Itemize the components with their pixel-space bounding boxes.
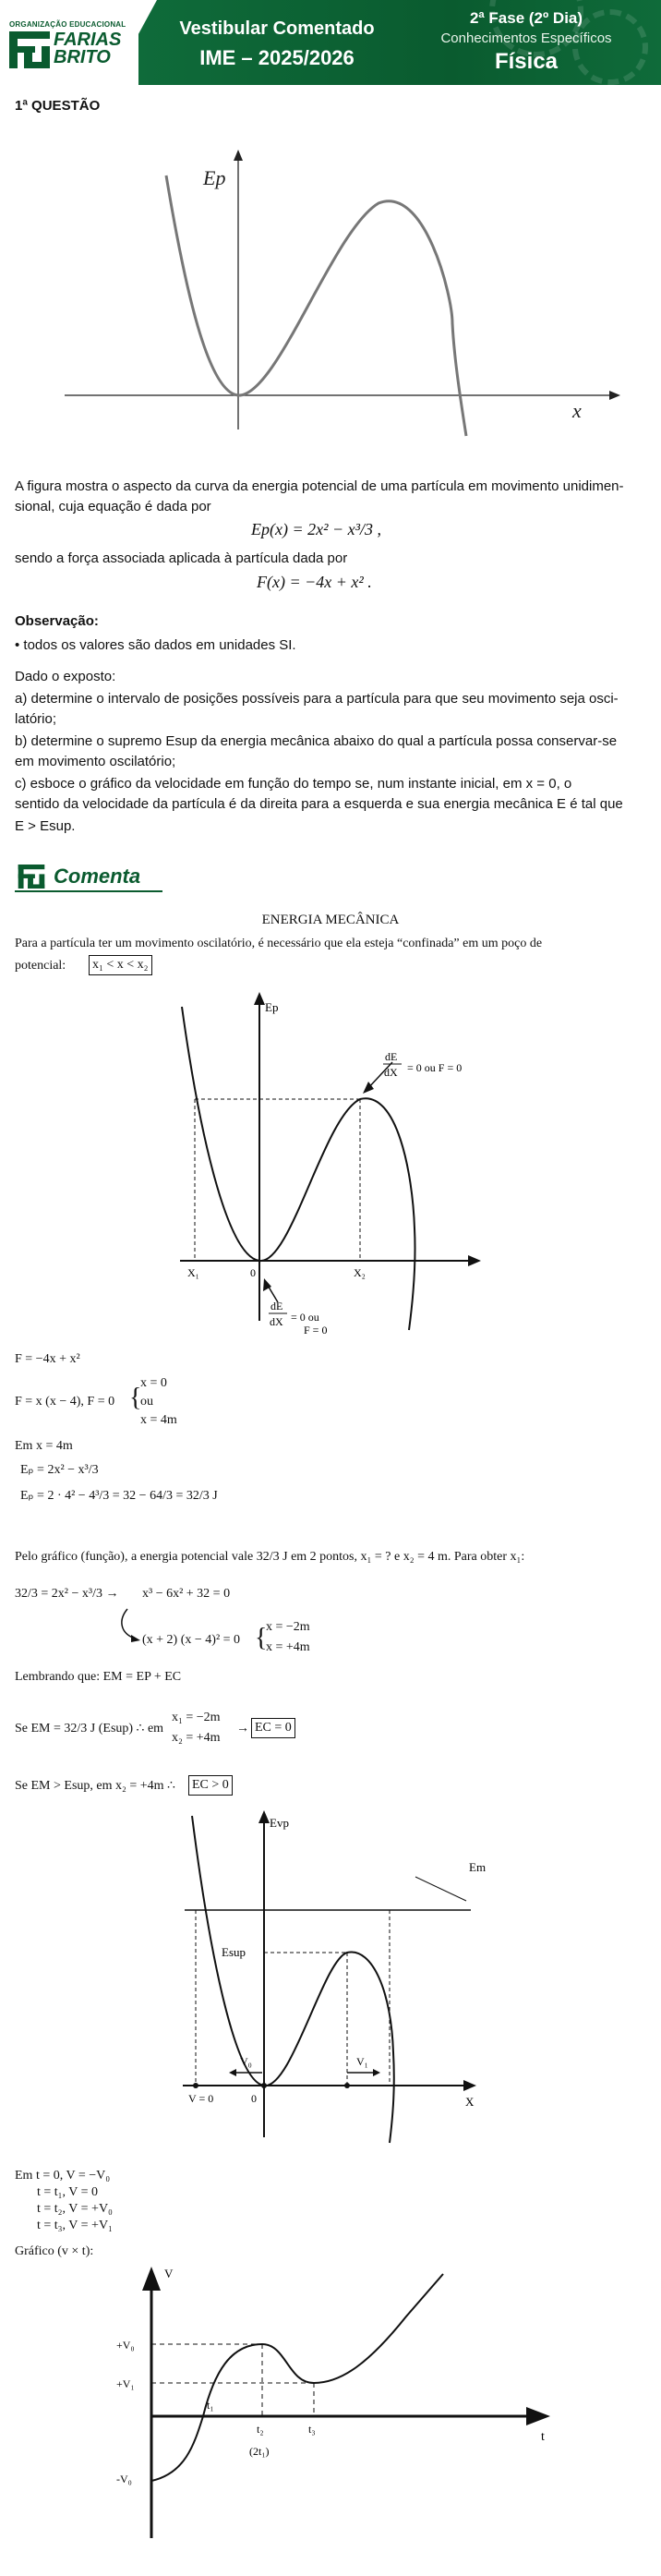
fig4-t3: t₃ bbox=[308, 2423, 316, 2436]
t-line-1: t = t₁, V = 0 bbox=[37, 2185, 99, 2199]
ec-positive-box: EC > 0 bbox=[188, 1775, 233, 1796]
comenta-banner bbox=[15, 861, 172, 892]
y-axis-arrow bbox=[234, 150, 243, 161]
fig4-t2-note: (2t₁) bbox=[249, 2445, 270, 2458]
fb-logo-icon bbox=[9, 31, 50, 68]
at-x4: Em x = 4m bbox=[15, 1439, 73, 1453]
velocity-time-figure bbox=[92, 2261, 572, 2566]
fig2-ylabel: Ep bbox=[265, 1000, 279, 1014]
se-x1: x₁ = −2m bbox=[172, 1711, 221, 1724]
header-phase: 2ª Fase (2º Dia) bbox=[469, 9, 583, 27]
intro-line-2: sional, cuja equação é dada por bbox=[15, 499, 211, 514]
interval-box: x₁ < x < x₂ bbox=[89, 955, 152, 975]
fig4-minus-v0: -V₀ bbox=[116, 2473, 132, 2485]
solution-p1-line2: potencial: bbox=[15, 959, 66, 973]
fig4-plus-v1: +V₁ bbox=[116, 2377, 135, 2390]
root-plus4: x = +4m bbox=[266, 1640, 310, 1654]
fig3-v0: V₀ bbox=[240, 2055, 252, 2068]
fig4-v: V bbox=[164, 2267, 174, 2280]
case-x0: x = 0 bbox=[140, 1376, 167, 1390]
logo-text: FARIAS BRITO bbox=[54, 30, 122, 67]
se-arrow: → bbox=[236, 1722, 249, 1735]
solution-potential-figure bbox=[171, 988, 494, 1339]
item-c-line-3: E > Esup. bbox=[15, 818, 76, 834]
item-a-line-1: a) determine o intervalo de posições possíveis para a partícula para que seu movimento seja osci- bbox=[15, 691, 619, 707]
fig3-v1: V₁ bbox=[356, 2055, 368, 2068]
solution-p1-line1: Para a partícula ter um movimento oscilatório, é necessário que ela esteja “confinada” em um poço de bbox=[15, 937, 543, 950]
fig3-x: X bbox=[465, 2095, 475, 2109]
force-text: sendo a força associada aplicada à partícula dada por bbox=[15, 550, 348, 566]
force-line: F = −4x + x² bbox=[15, 1352, 80, 1366]
fig1-ylabel: Ep bbox=[203, 166, 226, 189]
fig2-x1: X₁ bbox=[187, 1266, 199, 1279]
comenta-underline bbox=[15, 890, 162, 892]
item-c-line-1: c) esboce o gráfico da velocidade em função do tempo se, num instante inicial, em x = 0, o bbox=[15, 776, 572, 792]
logo-caption: ORGANIZAÇÃO EDUCACIONAL bbox=[9, 20, 126, 29]
fig4-t2: t₂ bbox=[257, 2423, 264, 2436]
header-conhecimentos: Conhecimentos Específicos bbox=[440, 30, 612, 46]
equation-a: 32/3 = 2x² − x³/3 → bbox=[15, 1587, 119, 1601]
svg-text:dX: dX bbox=[270, 1315, 283, 1328]
equation-ep: Ep(x) = 2x² − x³/3 , bbox=[251, 520, 382, 538]
question-title: 1ª QUESTÃO bbox=[15, 98, 101, 114]
case-x4: x = 4m bbox=[140, 1413, 177, 1427]
graph-vt-label: Gráfico (v × t): bbox=[15, 2244, 94, 2258]
ep-formula: Eₚ = 2x² − x³/3 bbox=[20, 1463, 99, 1477]
lembrando-line: Lembrando que: EM = EP + EC bbox=[15, 1670, 182, 1684]
case-brace: { bbox=[129, 1384, 142, 1412]
fig4-plus-v0: +V₀ bbox=[116, 2339, 135, 2352]
item-b-line-2: em movimento oscilatório; bbox=[15, 754, 176, 769]
force-factored: F = x (x − 4), F = 0 bbox=[15, 1395, 115, 1409]
fig4-t: t bbox=[541, 2430, 545, 2444]
svg-text:dE: dE bbox=[385, 1050, 398, 1063]
ep-value: Eₚ = 2 · 4² − 4³/3 = 32 − 64/3 = 32/3 J bbox=[20, 1489, 218, 1503]
potential-curve bbox=[166, 175, 466, 436]
dado-text: Dado o exposto: bbox=[15, 669, 116, 684]
fig2-top-note: = 0 ou F = 0 bbox=[407, 1061, 463, 1074]
t-line-3: t = t₃, V = +V₁ bbox=[37, 2219, 113, 2232]
equation-c: (x + 2) (x − 4)² = 0 bbox=[142, 1633, 241, 1647]
intro-line-1: A figura mostra o aspecto da curva da energia potencial de uma partícula em movimento unidimen- bbox=[15, 478, 624, 494]
t-line-2: t = t₂, V = +V₀ bbox=[37, 2202, 113, 2216]
ec-zero-box: EC = 0 bbox=[251, 1718, 295, 1738]
equation-force: F(x) = −4x + x² . bbox=[257, 573, 372, 591]
fig2-zero: 0 bbox=[250, 1266, 256, 1279]
svg-text:dX: dX bbox=[384, 1066, 398, 1079]
fig3-em: Em bbox=[469, 1860, 487, 1874]
fig1-xlabel: x bbox=[572, 399, 582, 422]
item-b-line-1: b) determine o supremo Esup da energia mecânica abaixo do qual a partícula possa conservar-se bbox=[15, 733, 618, 749]
fig3-v-eq-zero: V = 0 bbox=[188, 2092, 214, 2105]
fig4-t1: t₁ bbox=[207, 2399, 214, 2412]
fig3-ylabel: Evp bbox=[270, 1816, 289, 1830]
svg-text:dE: dE bbox=[270, 1300, 283, 1312]
t-line-0: Em t = 0, V = −V₀ bbox=[15, 2169, 111, 2183]
graph-line: Pelo gráfico (função), a energia potencial vale 32/3 J em 2 pontos, x₁ = ? e x₂ = 4 m. Para obter x₁: bbox=[15, 1550, 525, 1564]
header-discipline: Física bbox=[494, 49, 559, 74]
fig2-x2: X₂ bbox=[354, 1266, 366, 1279]
solution-heading: ENERGIA MECÂNICA bbox=[261, 913, 400, 927]
observation-item: • todos os valores são dados em unidades SI. bbox=[15, 637, 296, 653]
header-title: Vestibular Comentado bbox=[179, 18, 375, 39]
header-subtitle: IME – 2025/2026 bbox=[199, 46, 355, 69]
equation-b: x³ − 6x² + 32 = 0 bbox=[142, 1587, 231, 1601]
comenta-label: Comenta bbox=[54, 865, 141, 888]
comenta-fb-icon bbox=[15, 865, 48, 889]
potential-curve-figure bbox=[55, 148, 628, 443]
case-or: ou bbox=[140, 1395, 153, 1409]
item-a-line-2: latório; bbox=[15, 711, 57, 727]
fig3-zero: 0 bbox=[251, 2092, 257, 2105]
root-minus2: x = −2m bbox=[266, 1620, 310, 1634]
se-x2: x₂ = +4m bbox=[172, 1731, 221, 1745]
x-axis-arrow bbox=[609, 391, 620, 400]
observation-title: Observação: bbox=[15, 613, 99, 629]
se-line-1: Se EM = 32/3 J (Esup) ∴ em bbox=[15, 1722, 164, 1735]
case-brace-2: { bbox=[255, 1624, 268, 1652]
fig2-bottom-note: = 0 ou bbox=[291, 1311, 319, 1324]
derivation-arrow-icon bbox=[116, 1607, 144, 1644]
item-c-line-2: sentido da velocidade da partícula é da direita para a esquerda e sua energia mecânica E é tal que bbox=[15, 796, 623, 812]
energy-levels-figure bbox=[175, 1808, 489, 2159]
fig2-bottom-note-2: F = 0 bbox=[304, 1324, 328, 1336]
page-header bbox=[0, 0, 661, 85]
fig3-esup: Esup bbox=[222, 1945, 246, 1959]
se-line-2: Se EM > Esup, em x₂ = +4m ∴ bbox=[15, 1779, 175, 1793]
